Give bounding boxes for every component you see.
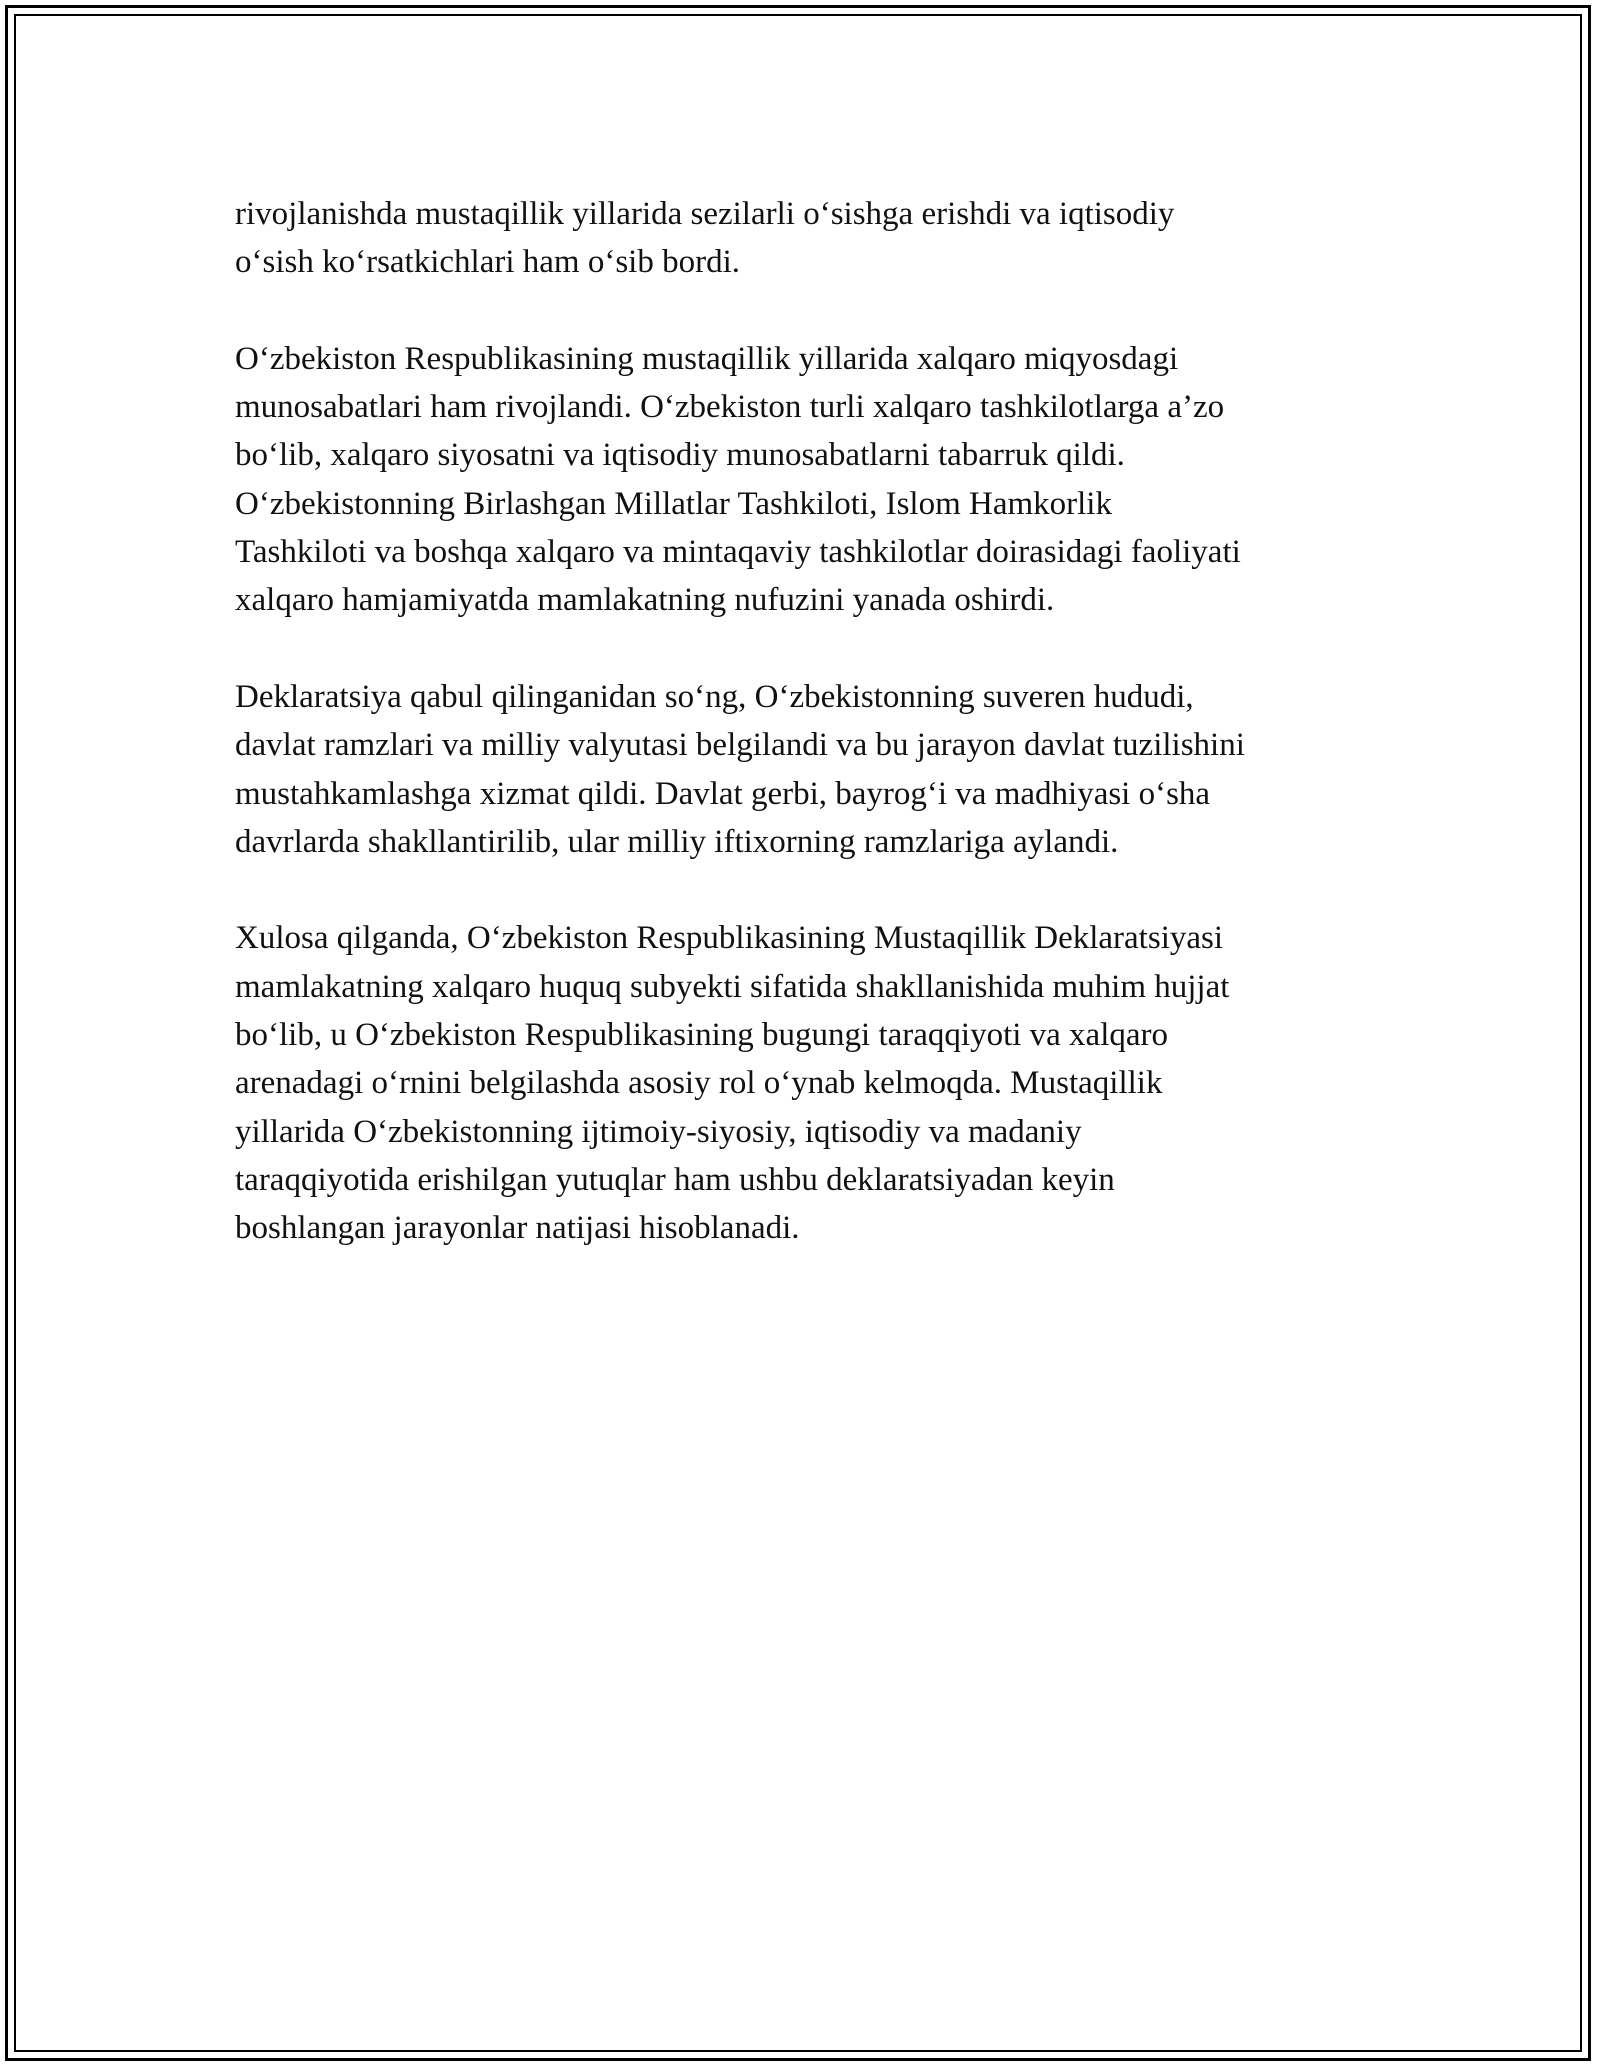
paragraph-4: Xulosa qilganda, O‘zbekiston Respublikasining Mustaqillik Deklaratsiyasi mamlakatning xalqaro huquq subyekti sifatida shakllanishida muhim hujjat bo‘lib, u O‘zbekiston Respublikasining bugungi taraqqiyoti va xalqaro arenadagi o‘rnini belgilashda asosiy rol o‘ynab kelmoqda. Mustaqillik yillarida O‘zbekistonning ijtimoiy-siyosiy, iqtisodiy va madaniy taraqqiyotida erishilgan yutuqlar ham ushbu deklaratsiyadan keyin boshlangan jarayonlar natijasi hisoblanadi.	[235, 920, 1230, 1247]
paragraph-3: Deklaratsiya qabul qilinganidan so‘ng, O‘zbekistonning suveren hududi, davlat ramzlari va milliy valyutasi belgilandi va bu jarayon davlat tuzilishini mustahkamlashga xizmat qildi. Davlat gerbi, bayrog‘i va madhiyasi o‘sha davrlarda shakllantirilib, ular milliy iftixorning ramzlariga aylandi.	[235, 678, 1245, 860]
paragraph-1: rivojlanishda mustaqillik yillarida sezilarli o‘sishga erishdi va iqtisodiy o‘sish ko‘rsatkichlari ham o‘sib bordi.	[235, 196, 1175, 281]
paragraph-2: O‘zbekiston Respublikasining mustaqillik yillarida xalqaro miqyosdagi munosabatlari ham rivojlandi. O‘zbekiston turli xalqaro tashkilotlarga a’zo bo‘lib, xalqaro siyosatni va iqtisodiy munosabatlarni tabarruk qildi. O‘zbekistonning Birlashgan Millatlar Tashkiloti, Islom Hamkorlik Tashkiloti va boshqa xalqaro va mintaqaviy tashkilotlar doirasidagi faoliyati xalqaro hamjamiyatda mamlakatning nufuzini yanada oshirdi.	[235, 340, 1241, 619]
document-body	[235, 190, 1365, 1301]
